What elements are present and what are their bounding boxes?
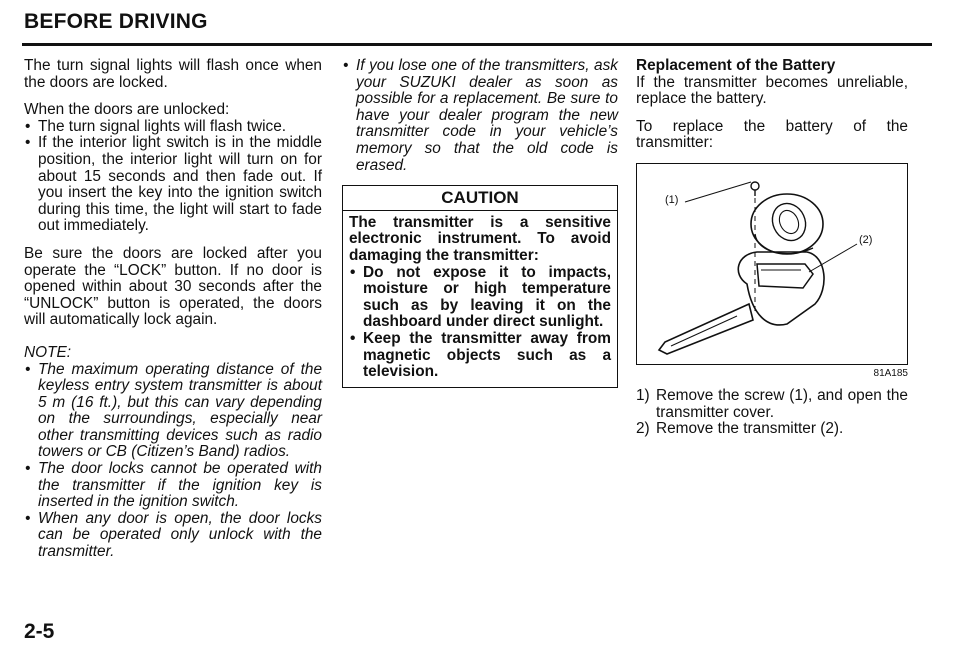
- step-number: 2): [636, 420, 650, 438]
- column-right: [636, 58, 908, 438]
- figure-code: 81A185: [873, 367, 908, 379]
- header-rule: [22, 43, 932, 46]
- caution-box: [342, 185, 618, 388]
- step-item: [636, 421, 908, 438]
- column-left: [24, 58, 322, 572]
- caution-title: CAUTION: [343, 186, 617, 211]
- step-text: Remove the screw (1), and open the transmitter cover.: [656, 386, 908, 421]
- list-item: • The turn signal lights will flash twice.: [24, 119, 322, 136]
- page-header: BEFORE DRIVING: [24, 10, 208, 33]
- list-item: • The door locks cannot be operated with the transmitter if the ignition key is inserted in the ignition switch.: [24, 461, 322, 511]
- list-item: • When any door is open, the door locks can be operated only unlock with the transmitter.: [24, 511, 322, 561]
- caution-intro: The transmitter is a sensitive electronic instrument. To avoid damaging the transmitter:: [349, 213, 611, 264]
- list-item: • The maximum operating distance of the keyless entry system transmitter is about 5 m (16 ft.), but this can vary depending on the surroundings, especially near other transmitting devices such as radio towers or CB (Citizen’s Band) radios.: [24, 362, 322, 462]
- paragraph-lock-flash: The turn signal lights will flash once when the doors are locked.: [24, 57, 322, 91]
- page-number: 2-5: [24, 620, 55, 643]
- paragraph-unlock-intro: When the doors are unlocked:: [24, 101, 230, 119]
- transmitter-figure: [636, 163, 908, 365]
- paragraph-unreliable: If the transmitter becomes unreliable, replace the battery.: [636, 73, 908, 108]
- unlock-list: [24, 119, 322, 235]
- paragraph-auto-lock: Be sure the doors are locked after you operate the “LOCK” button. If no door is opened within about 30 seconds after the “UNLOCK” button is operated, the doors will automatically lock again.: [24, 244, 322, 329]
- paragraph-replace-intro: To replace the battery of the transmitter:: [636, 117, 908, 152]
- figure-label-transmitter: (2): [859, 233, 873, 246]
- step-text: Remove the transmitter (2).: [656, 420, 844, 438]
- note-label: NOTE:: [24, 343, 72, 361]
- list-item: • Keep the transmitter away from magnetic objects such as a television.: [349, 331, 611, 381]
- figure-label-screw: (1): [665, 193, 679, 206]
- caution-list: [349, 265, 611, 381]
- step-item: [636, 388, 908, 421]
- list-item: • If the interior light switch is in the middle position, the interior light will turn on for about 15 seconds and then fade out. If you insert the key into the ignition switch during this time, the light will start to fade out immediately.: [24, 135, 322, 235]
- column-middle: [342, 58, 618, 388]
- note-list: [24, 362, 322, 561]
- section-title: Replacement of the Battery: [636, 57, 836, 74]
- list-item: • If you lose one of the transmitters, ask your SUZUKI dealer as soon as possible for a replacement. Be sure to have your dealer program the new transmitter code in your vehicle’s memory so that the old code is erased.: [342, 58, 618, 174]
- note-list-continued: [342, 58, 618, 174]
- step-number: 1): [636, 386, 650, 404]
- list-item: • Do not expose it to impacts, moisture or high temperature such as by leaving it on the dashboard under direct sunlight.: [349, 265, 611, 331]
- caution-body: [343, 211, 617, 387]
- steps-list: [636, 388, 908, 438]
